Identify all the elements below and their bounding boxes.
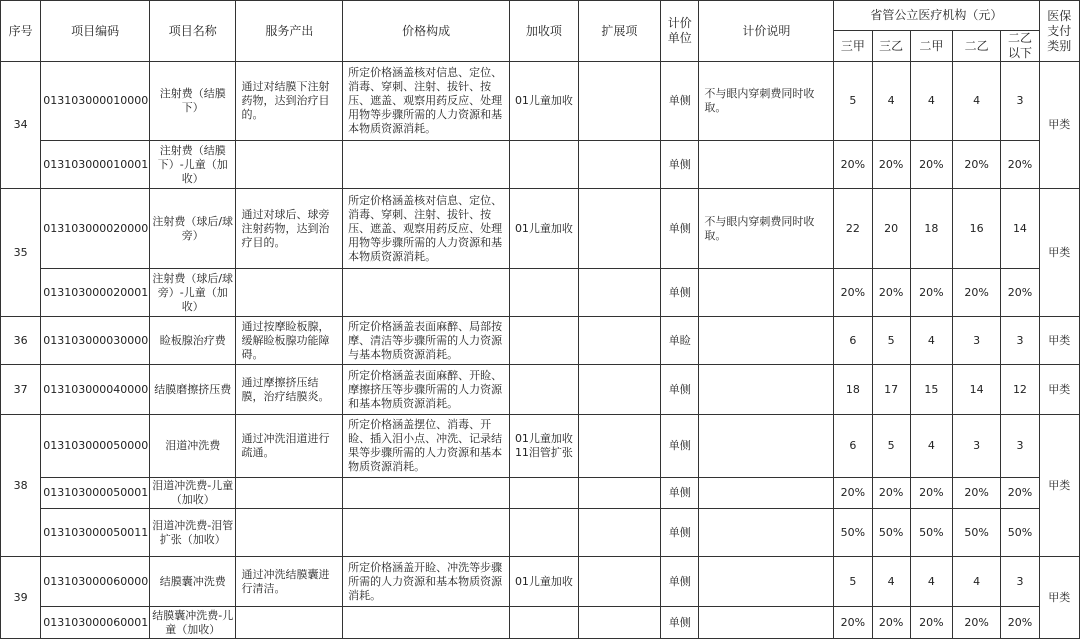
header-name: 项目名称	[149, 1, 236, 62]
cell-name: 结膜囊冲洗费	[149, 557, 236, 607]
cell-name: 泪道冲洗费-儿童（加收）	[149, 478, 236, 509]
cell-note: 不与眼内穿刺费同时收取。	[699, 62, 834, 141]
cell-price-level-4: 20%	[953, 141, 1001, 189]
cell-price-level-1: 20%	[834, 478, 872, 509]
cell-code: 013103000010000	[41, 62, 150, 141]
cell-price-level-3: 20%	[910, 269, 952, 317]
cell-output	[236, 269, 343, 317]
cell-name: 注射费（结膜下）	[149, 62, 236, 141]
cell-surcharge	[510, 509, 578, 557]
cell-note: 不与眼内穿刺费同时收取。	[699, 189, 834, 269]
cell-price-level-1: 5	[834, 62, 872, 141]
cell-note	[699, 141, 834, 189]
cell-unit: 单睑	[661, 317, 699, 365]
cell-name: 注射费（球后/球旁）	[149, 189, 236, 269]
table-row	[1, 478, 1080, 509]
header-output: 服务产出	[236, 1, 343, 62]
cell-note	[699, 607, 834, 639]
cell-price-level-4: 14	[953, 365, 1001, 415]
cell-price-level-3: 18	[910, 189, 952, 269]
cell-code: 013103000060001	[41, 607, 150, 639]
cell-price-level-5: 20%	[1001, 607, 1039, 639]
table-row	[1, 317, 1080, 365]
cell-price: 所定价格涵盖开睑、冲洗等步骤所需的人力资源和基本物质资源消耗。	[343, 557, 510, 607]
cell-price-level-1: 6	[834, 317, 872, 365]
cell-surcharge: 01儿童加收	[510, 189, 578, 269]
cell-price-level-3: 15	[910, 365, 952, 415]
cell-unit: 单侧	[661, 557, 699, 607]
cell-insurance: 甲类	[1039, 365, 1079, 415]
cell-name: 结膜磨擦挤压费	[149, 365, 236, 415]
cell-ext	[578, 415, 661, 478]
table-row	[1, 62, 1080, 141]
table-row	[1, 141, 1080, 189]
header-ext: 扩展项	[578, 1, 661, 62]
table-row	[1, 557, 1080, 607]
cell-ext	[578, 557, 661, 607]
cell-price-level-5: 12	[1001, 365, 1039, 415]
cell-price-level-4: 3	[953, 317, 1001, 365]
header-level-4: 二乙	[953, 31, 1001, 62]
cell-price-level-3: 4	[910, 557, 952, 607]
table-row	[1, 607, 1080, 639]
cell-price	[343, 269, 510, 317]
header-province: 省管公立医疗机构（元）	[834, 1, 1039, 31]
cell-name: 泪道冲洗费	[149, 415, 236, 478]
cell-ext	[578, 317, 661, 365]
cell-ext	[578, 365, 661, 415]
cell-surcharge	[510, 478, 578, 509]
cell-surcharge: 01儿童加收 11泪管扩张	[510, 415, 578, 478]
cell-price-level-5: 3	[1001, 557, 1039, 607]
cell-code: 013103000010001	[41, 141, 150, 189]
cell-output	[236, 607, 343, 639]
cell-price-level-2: 5	[872, 317, 910, 365]
cell-price-level-1: 5	[834, 557, 872, 607]
cell-note	[699, 415, 834, 478]
cell-note	[699, 317, 834, 365]
cell-output: 通过对球后、球旁注射药物，达到治疗目的。	[236, 189, 343, 269]
cell-price-level-5: 50%	[1001, 509, 1039, 557]
cell-price: 所定价格涵盖表面麻醉、开睑、摩擦挤压等步骤所需的人力资源和基本物质资源消耗。	[343, 365, 510, 415]
cell-price-level-3: 50%	[910, 509, 952, 557]
cell-surcharge	[510, 607, 578, 639]
cell-ext	[578, 269, 661, 317]
cell-price-level-4: 50%	[953, 509, 1001, 557]
cell-price-level-5: 3	[1001, 415, 1039, 478]
cell-surcharge: 01儿童加收	[510, 557, 578, 607]
cell-insurance: 甲类	[1039, 415, 1079, 557]
cell-unit: 单侧	[661, 415, 699, 478]
header-unit: 计价单位	[661, 1, 699, 62]
cell-insurance: 甲类	[1039, 557, 1079, 639]
cell-insurance: 甲类	[1039, 317, 1079, 365]
cell-note	[699, 557, 834, 607]
cell-ext	[578, 62, 661, 141]
cell-price-level-2: 50%	[872, 509, 910, 557]
cell-price-level-5: 3	[1001, 62, 1039, 141]
cell-ext	[578, 141, 661, 189]
cell-unit: 单侧	[661, 478, 699, 509]
header-code: 项目编码	[41, 1, 150, 62]
cell-price-level-3: 20%	[910, 141, 952, 189]
cell-code: 013103000050011	[41, 509, 150, 557]
cell-note	[699, 365, 834, 415]
header-insurance: 医保支付类别	[1039, 1, 1079, 62]
cell-price-level-4: 16	[953, 189, 1001, 269]
cell-name: 睑板腺治疗费	[149, 317, 236, 365]
cell-ext	[578, 607, 661, 639]
cell-surcharge	[510, 365, 578, 415]
table-row	[1, 365, 1080, 415]
cell-output: 通过按摩睑板腺，缓解睑板腺功能障碍。	[236, 317, 343, 365]
cell-seq: 36	[1, 317, 41, 365]
cell-seq: 37	[1, 365, 41, 415]
cell-price-level-5: 20%	[1001, 141, 1039, 189]
cell-price-level-2: 20%	[872, 269, 910, 317]
header-seq: 序号	[1, 1, 41, 62]
cell-surcharge	[510, 141, 578, 189]
cell-price-level-1: 20%	[834, 607, 872, 639]
cell-price-level-3: 4	[910, 62, 952, 141]
cell-ext	[578, 509, 661, 557]
cell-price-level-5: 3	[1001, 317, 1039, 365]
cell-price-level-1: 50%	[834, 509, 872, 557]
header-surcharge: 加收项	[510, 1, 578, 62]
table-row	[1, 415, 1080, 478]
cell-ext	[578, 478, 661, 509]
cell-surcharge	[510, 317, 578, 365]
cell-price	[343, 509, 510, 557]
cell-price-level-2: 4	[872, 62, 910, 141]
cell-price: 所定价格涵盖表面麻醉、局部按摩、清洁等步骤所需的人力资源与基本物质资源消耗。	[343, 317, 510, 365]
cell-output: 通过摩擦挤压结膜，治疗结膜炎。	[236, 365, 343, 415]
cell-price-level-2: 20%	[872, 141, 910, 189]
cell-price: 所定价格涵盖核对信息、定位、消毒、穿刺、注射、拔针、按压、遮盖、观察用药反应、处理用物等步骤所需的人力资源和基本物质资源消耗。	[343, 189, 510, 269]
cell-unit: 单侧	[661, 607, 699, 639]
cell-seq: 38	[1, 415, 41, 557]
header-level-2: 三乙	[872, 31, 910, 62]
cell-price-level-4: 20%	[953, 269, 1001, 317]
cell-price-level-4: 4	[953, 557, 1001, 607]
header-level-5: 二乙以下	[1001, 31, 1039, 62]
cell-price-level-4: 20%	[953, 607, 1001, 639]
cell-price-level-2: 20%	[872, 607, 910, 639]
cell-note	[699, 509, 834, 557]
table-row	[1, 269, 1080, 317]
cell-price-level-5: 20%	[1001, 269, 1039, 317]
cell-seq: 34	[1, 62, 41, 189]
cell-price	[343, 478, 510, 509]
cell-price-level-1: 18	[834, 365, 872, 415]
cell-seq: 35	[1, 189, 41, 317]
cell-note	[699, 269, 834, 317]
cell-code: 013103000020001	[41, 269, 150, 317]
cell-price-level-4: 3	[953, 415, 1001, 478]
header-level-1: 三甲	[834, 31, 872, 62]
cell-price-level-4: 4	[953, 62, 1001, 141]
header-price: 价格构成	[343, 1, 510, 62]
cell-price: 所定价格涵盖摆位、消毒、开睑、插入泪小点、冲洗、记录结果等步骤所需的人力资源和基本物质资源消耗。	[343, 415, 510, 478]
table-body	[1, 62, 1080, 639]
cell-seq: 39	[1, 557, 41, 639]
cell-price-level-5: 20%	[1001, 478, 1039, 509]
table-row	[1, 189, 1080, 269]
cell-price-level-1: 20%	[834, 141, 872, 189]
cell-name: 注射费（结膜下）-儿童（加收）	[149, 141, 236, 189]
cell-price-level-1: 22	[834, 189, 872, 269]
cell-surcharge: 01儿童加收	[510, 62, 578, 141]
header-level-3: 二甲	[910, 31, 952, 62]
header-note: 计价说明	[699, 1, 834, 62]
cell-unit: 单侧	[661, 141, 699, 189]
cell-code: 013103000030000	[41, 317, 150, 365]
cell-price	[343, 607, 510, 639]
cell-price-level-1: 20%	[834, 269, 872, 317]
cell-price-level-5: 14	[1001, 189, 1039, 269]
cell-unit: 单侧	[661, 269, 699, 317]
cell-price-level-1: 6	[834, 415, 872, 478]
cell-surcharge	[510, 269, 578, 317]
table-row	[1, 509, 1080, 557]
cell-price-level-2: 4	[872, 557, 910, 607]
cell-insurance: 甲类	[1039, 189, 1079, 317]
cell-price-level-2: 17	[872, 365, 910, 415]
cell-unit: 单侧	[661, 509, 699, 557]
cell-price: 所定价格涵盖核对信息、定位、消毒、穿刺、注射、拔针、按压、遮盖、观察用药反应、处理用物等步骤所需的人力资源和基本物质资源消耗。	[343, 62, 510, 141]
cell-unit: 单侧	[661, 189, 699, 269]
cell-code: 013103000050001	[41, 478, 150, 509]
cell-output: 通过冲洗泪道进行疏通。	[236, 415, 343, 478]
cell-note	[699, 478, 834, 509]
cell-output	[236, 141, 343, 189]
cell-unit: 单侧	[661, 365, 699, 415]
cell-price-level-3: 20%	[910, 607, 952, 639]
cell-price-level-4: 20%	[953, 478, 1001, 509]
cell-unit: 单侧	[661, 62, 699, 141]
cell-output	[236, 509, 343, 557]
cell-code: 013103000050000	[41, 415, 150, 478]
cell-code: 013103000020000	[41, 189, 150, 269]
cell-code: 013103000060000	[41, 557, 150, 607]
cell-name: 结膜囊冲洗费-儿童（加收）	[149, 607, 236, 639]
cell-name: 泪道冲洗费-泪管扩张（加收）	[149, 509, 236, 557]
cell-output: 通过冲洗结膜囊进行清洁。	[236, 557, 343, 607]
cell-price-level-3: 4	[910, 415, 952, 478]
cell-price-level-3: 20%	[910, 478, 952, 509]
cell-ext	[578, 189, 661, 269]
cell-name: 注射费（球后/球旁）-儿童（加收）	[149, 269, 236, 317]
cell-insurance: 甲类	[1039, 62, 1079, 189]
cell-price-level-3: 4	[910, 317, 952, 365]
cell-price	[343, 141, 510, 189]
cell-output: 通过对结膜下注射药物，达到治疗目的。	[236, 62, 343, 141]
cell-price-level-2: 5	[872, 415, 910, 478]
cell-code: 013103000040000	[41, 365, 150, 415]
cell-output	[236, 478, 343, 509]
cell-price-level-2: 20	[872, 189, 910, 269]
cell-price-level-2: 20%	[872, 478, 910, 509]
